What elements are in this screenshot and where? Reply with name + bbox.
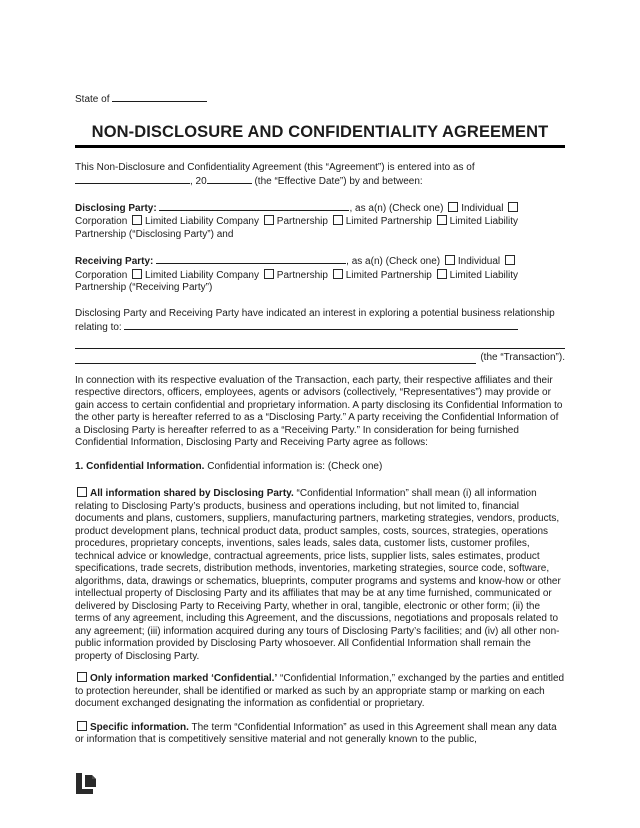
checkbox-receiving-partnership[interactable] [264,269,274,279]
receiving-as-text: , as a(n) (Check one) [346,256,441,267]
intro-text-1: This Non-Disclosure and Confidentiality Agreement (this “Agreement”) is entered into as of [75,161,475,173]
checkbox-receiving-individual[interactable] [445,255,455,265]
checkbox-disclosing-limited-partnership[interactable] [333,215,343,225]
intro-paragraph [75,162,565,189]
entity-option-label: Limited Partnership [345,216,432,227]
section-1-rest: Confidential information is: (Check one) [207,460,383,472]
year-blank[interactable] [207,174,252,184]
receiving-party-label: Receiving Party: [75,256,154,267]
receiving-party-name-blank[interactable] [156,254,346,264]
entity-option-label: Limited Liability Company [145,269,259,281]
relationship-blank-1[interactable] [124,320,518,330]
transaction-line [75,349,565,365]
disclosing-party-label: Disclosing Party: [75,202,157,214]
relationship-blank-2[interactable] [75,335,565,349]
checkbox-receiving-limited-partnership[interactable] [333,269,343,279]
section-1-heading [75,461,565,474]
checkbox-disclosing-partnership[interactable] [264,215,274,225]
option-specific-information-text: The term “Confidential Information” as used in this Agreement shall mean any data or information that is competitively sensitive material and not generally known to the public, [75,721,557,745]
checkbox-disclosing-llp[interactable] [437,215,447,225]
disclosing-suffix: (“Disclosing Party”) and [128,228,234,240]
checkbox-specific-information[interactable] [77,721,87,731]
disclosing-party-paragraph [75,201,565,242]
state-of-label: State of [75,94,110,105]
legal-templates-logo-icon [75,772,98,796]
entity-option-label: Limited Liability Partnership [75,216,519,240]
entity-option-label: Corporation [75,216,128,227]
section-1-number: 1. Confidential Information. [75,460,205,472]
option-specific-information [75,721,565,747]
entity-option-label: Corporation [75,269,128,281]
disclosing-as-text: , as a(n) (Check one) [349,202,444,214]
relationship-blank-3[interactable] [75,362,476,364]
disclosing-party-name-blank[interactable] [159,201,349,211]
checkbox-receiving-llp[interactable] [437,269,447,279]
entity-option-label: Limited Liability Partnership [75,269,519,293]
option-marked-confidential [75,672,565,711]
checkbox-receiving-corporation[interactable] [505,255,515,265]
checkbox-marked-confidential[interactable] [77,672,87,682]
entity-option-label: Partnership [276,269,328,281]
checkbox-disclosing-corporation[interactable] [508,202,518,212]
entity-option-label: Limited Liability Company [145,216,259,227]
entity-option-label: Limited Partnership [345,269,432,281]
receiving-suffix: (“Receiving Party”) [128,282,213,293]
transaction-suffix: (the “Transaction”). [480,352,565,363]
in-connection-paragraph: In connection with its respective evaluation of the Transaction, each party, their respective affiliates and their respective directors, officers, employees, agents or advisors (collectively, “Representatives”) may provide or gain access to certain confidential and proprietary information. A party disclosing its Confidential Information to the other party is hereafter referred to as a “Disclosing Party.” A party receiving the Confidential Information of a Disclosing Party is hereafter referred to as a “Receiving Party.” In consideration for being furnished Confidential Information, Disclosing Party and Receiving Party agree as follows: [75,374,563,448]
checkbox-disclosing-individual[interactable] [448,202,458,212]
option-specific-information-label: Specific information. [90,721,189,733]
option-marked-confidential-label: Only information marked ‘Confidential.’ [90,673,278,684]
option-marked-confidential-text: “Confidential Information,” exchanged by the parties and entitled to protection hereunder, shall be identified or marked as such by an appropriate stamp or marking on each document exchanged designating the information as confidential or proprietary. [75,673,565,709]
option-all-information-text: “Confidential Information” shall mean (i) all information relating to Disclosing Party’s products, business and operations including, but not limited to, financial documents and plans, customers, suppliers, manufacturing partners, marketing strategies, vendors, products, product development plans, technical product data, product samples, costs, sources, strategies, operations procedures, proprietary concepts, inventions, sales leads, sales data, customer lists, customer profiles, technical advice or knowledge, contractual agreements, price lists, supplier lists, sales estimates, product specifications, trade secrets, distribution methods, inventories, marketing strategies, source code, software, algorithms, data, drawings or schematics, blueprints, computer programs and systems and know-how or other intellectual property of Disclosing Party and its affiliates that may be at any time furnished, communicated or delivered by Disclosing Party to Receiving Party, whether in oral, tangible, electronic or other form; (ii) the terms of any agreement, including this Agreement, and the discussions, negotiations and proposals related to any agreement; (iii) information acquired during any tours of Disclosing Party’s facilities; and (iv) all other non-public information provided by Disclosing Party whosoever. All Confidential Information shall remain the property of Disclosing Party. [75,488,561,662]
intro-text-3: (the “Effective Date”) by and between: [254,176,423,187]
checkbox-receiving-llc[interactable] [132,269,142,279]
entity-option-label: Individual [461,202,504,214]
relationship-text [75,308,565,335]
effective-date-blank[interactable] [75,174,190,184]
checkbox-disclosing-llc[interactable] [132,215,142,225]
option-all-information [75,487,565,663]
entity-option-label: Individual [457,256,501,267]
checkbox-all-information[interactable] [77,487,87,497]
option-all-information-label: All information shared by Disclosing Party. [90,488,294,499]
page-title: NON-DISCLOSURE AND CONFIDENTIALITY AGREEMENT [75,122,565,148]
receiving-party-paragraph [75,254,565,295]
entity-option-label: Partnership [276,216,328,227]
relationship-text-label: Disclosing Party and Receiving Party have indicated an interest in exploring a potential business relationship relating to: [75,307,555,333]
state-name-blank[interactable] [112,92,207,102]
state-of-line [75,92,565,107]
intro-text-2: , 20 [190,176,207,187]
relationship-section [75,308,565,365]
